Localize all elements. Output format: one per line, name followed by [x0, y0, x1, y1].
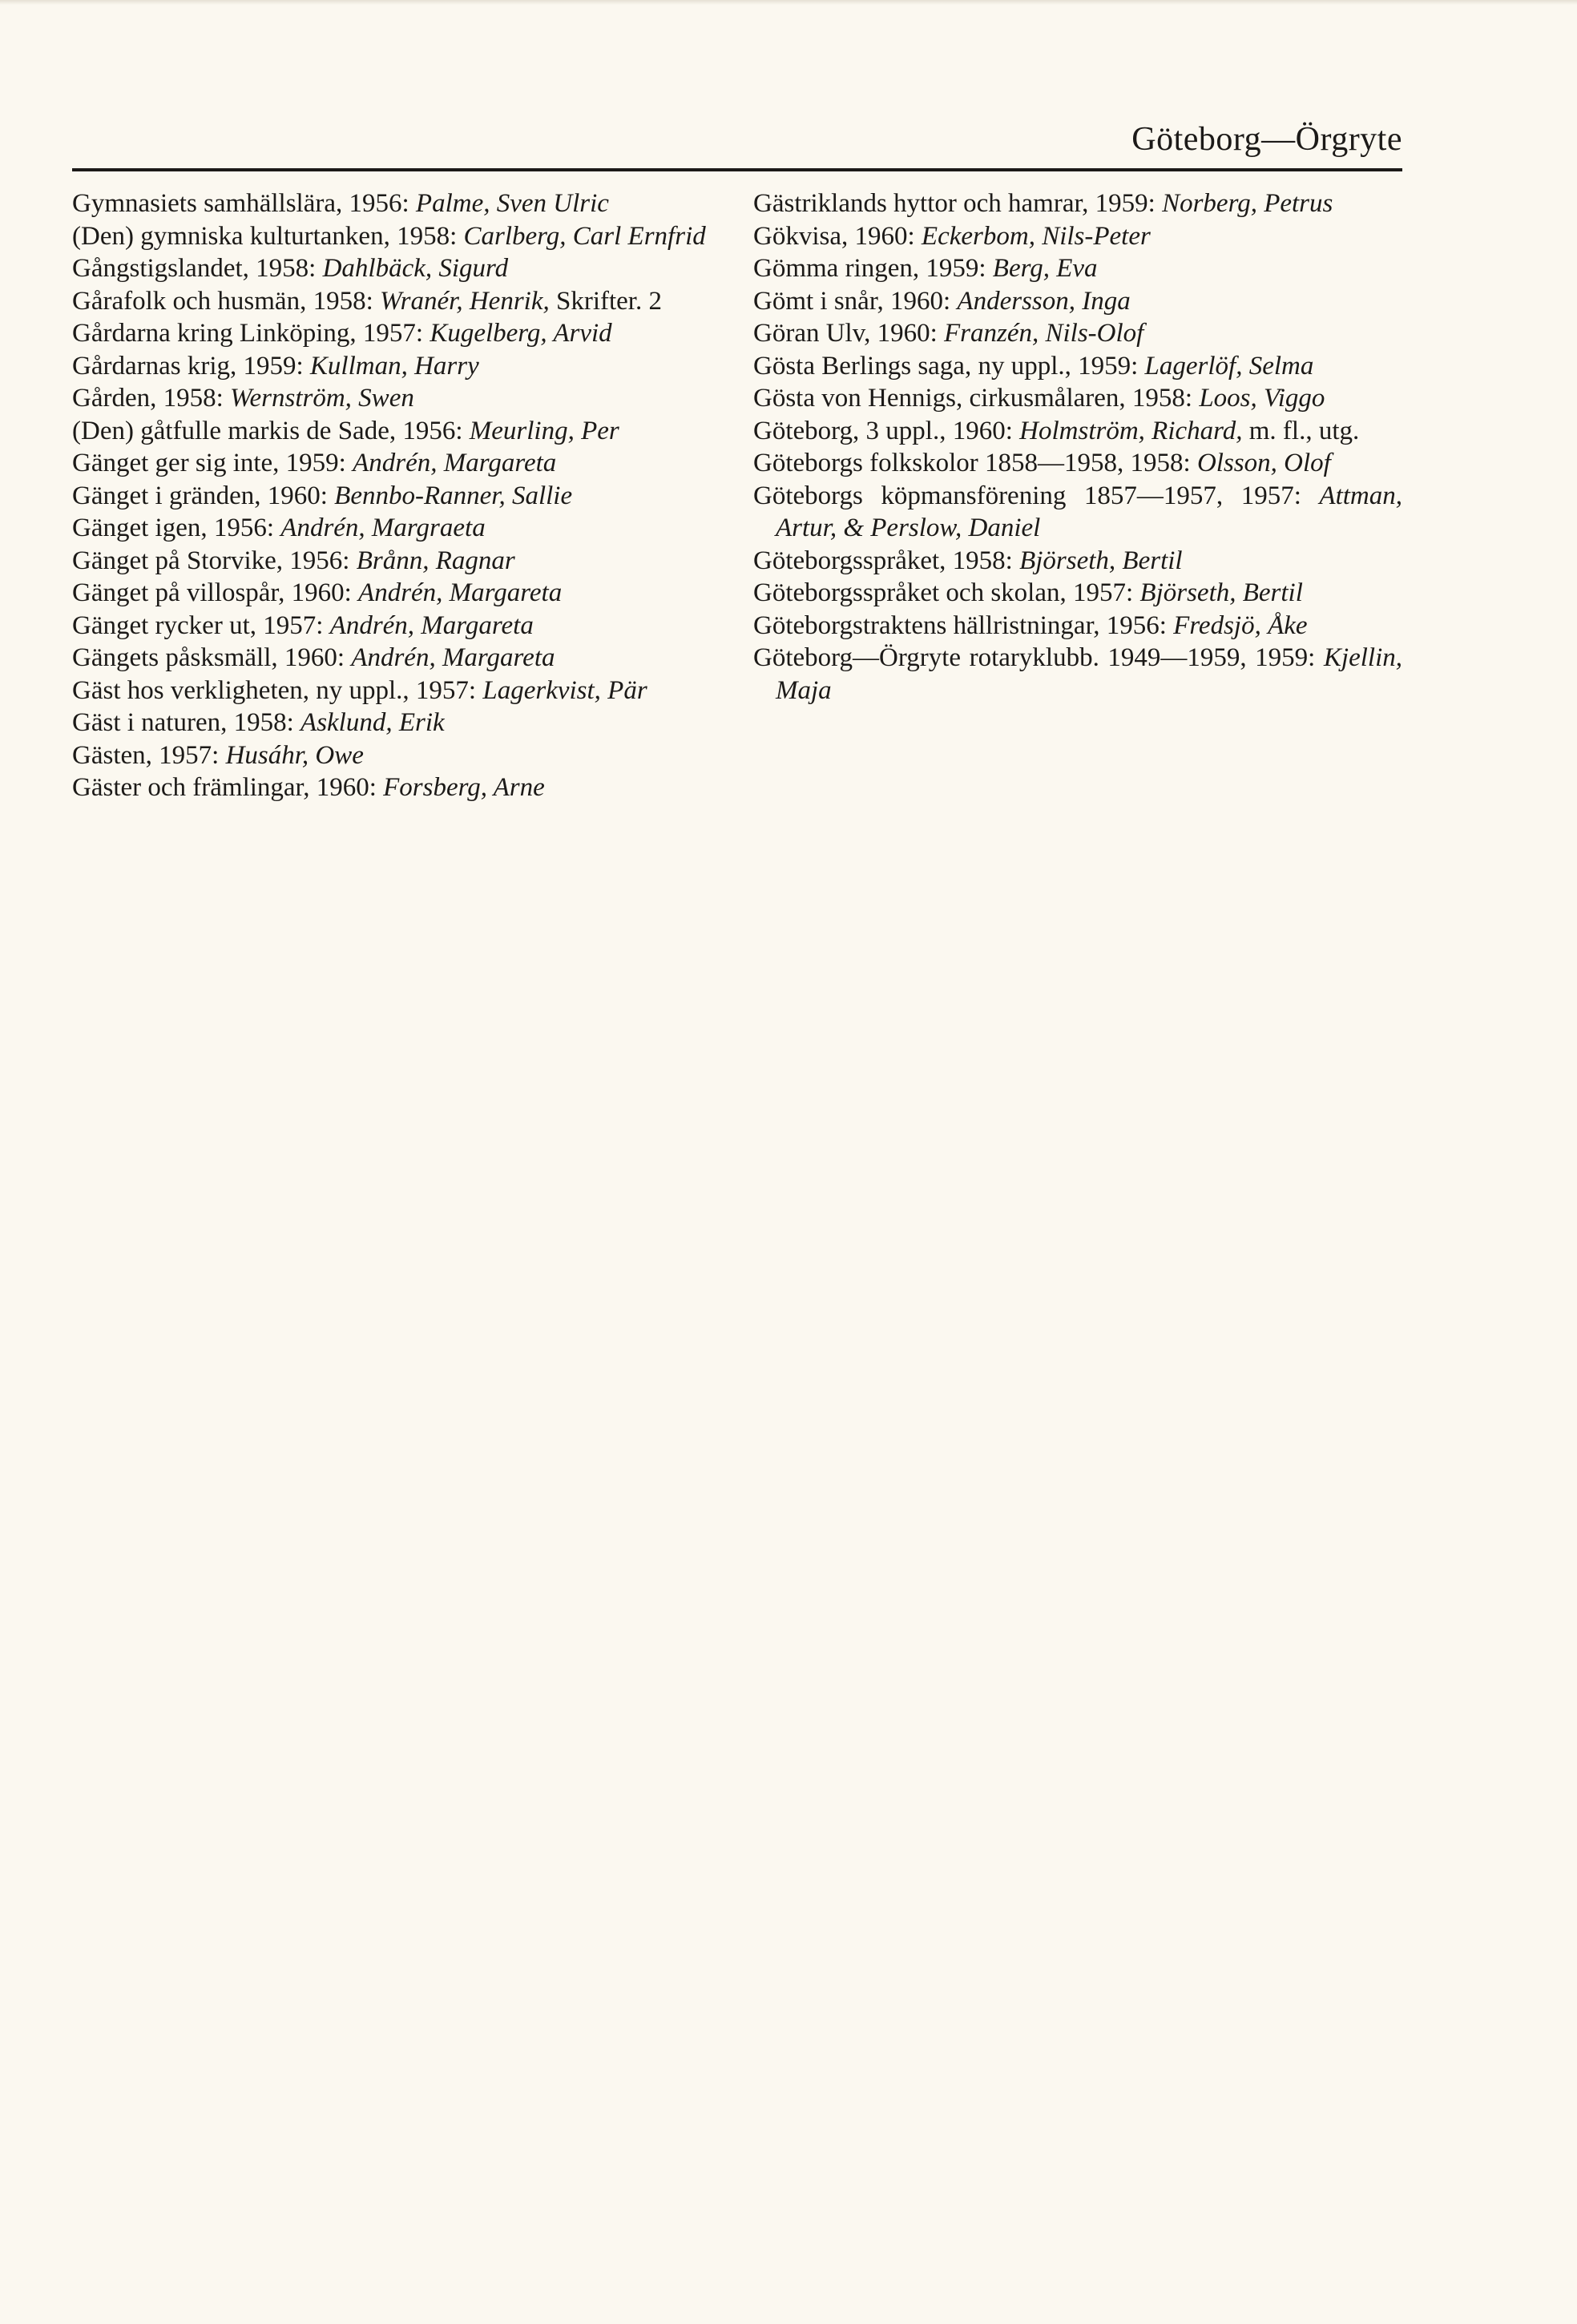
- entry-title: Gösta Berlings saga, ny uppl., 1959:: [753, 351, 1139, 381]
- entry-author: Andrén, Margareta: [351, 643, 555, 672]
- index-entry: [72, 415, 721, 448]
- entry-title: Gymnasiets samhällslära, 1956:: [72, 189, 409, 218]
- index-entry: [72, 512, 721, 545]
- entry-title: Gästen, 1957:: [72, 740, 220, 770]
- entry-author: Lagerkvist, Pär: [482, 675, 647, 705]
- index-entry: [753, 545, 1402, 578]
- entry-author: Andersson, Inga: [957, 286, 1131, 316]
- index-entry: [72, 350, 721, 383]
- index-entry: [72, 675, 721, 707]
- index-entry: [753, 252, 1402, 285]
- entry-title: Gästriklands hyttor och hamrar, 1959:: [753, 189, 1156, 218]
- entry-author: Palme, Sven Ulric: [415, 189, 609, 218]
- index-entry: [72, 220, 721, 253]
- entry-title: Gäst i naturen, 1958:: [72, 708, 294, 737]
- entry-author: Loos, Viggo: [1199, 384, 1325, 413]
- entry-author: Lagerlöf, Selma: [1144, 351, 1314, 381]
- entry-title: Göteborg—Örgryte rotaryklubb. 1949—1959, 1959:: [753, 643, 1316, 672]
- entry-title: Göteborgsspråket, 1958:: [753, 546, 1013, 575]
- entry-note: m. fl., utg.: [1248, 416, 1360, 445]
- index-entry: [753, 317, 1402, 350]
- entry-author: Kullman, Harry: [309, 351, 479, 381]
- index-entry: [72, 610, 721, 642]
- entry-author: Holmström, Richard,: [1019, 416, 1243, 445]
- index-entry: [72, 480, 721, 513]
- index-entry: [72, 252, 721, 285]
- entry-author: Franzén, Nils-Olof: [944, 319, 1144, 348]
- entry-author: Carlberg, Carl Ernfrid: [463, 221, 706, 251]
- running-head: Göteborg—Örgryte: [1131, 121, 1402, 158]
- entry-title: (Den) gåtfulle markis de Sade, 1956:: [72, 416, 463, 445]
- index-entry: [753, 350, 1402, 383]
- entry-title: Gångstigslandet, 1958:: [72, 254, 317, 283]
- header-rule: [72, 168, 1402, 171]
- entry-author: Husáhr, Owe: [225, 740, 364, 770]
- entry-author: Wranér, Henrik,: [380, 286, 550, 316]
- index-entry: [72, 577, 721, 610]
- index-entry: [72, 707, 721, 739]
- entry-title: Gäst hos verkligheten, ny uppl., 1957:: [72, 675, 477, 705]
- entry-author: Björseth, Bertil: [1139, 578, 1303, 607]
- index-entry: [753, 642, 1402, 707]
- index-entry: [72, 285, 721, 318]
- index-entry: [753, 447, 1402, 480]
- entry-author: Dahlbäck, Sigurd: [322, 254, 509, 283]
- index-entry: [753, 415, 1402, 448]
- entry-author: Andrén, Margareta: [353, 449, 557, 477]
- entry-title: Gårafolk och husmän, 1958:: [72, 286, 373, 316]
- entry-author: Andrén, Margraeta: [280, 514, 486, 542]
- entry-title: Gården, 1958:: [72, 384, 224, 413]
- index-column-right: [753, 187, 1402, 707]
- entry-author: Attman, Artur, & Perslow, Daniel: [776, 481, 1402, 542]
- index-entry: [72, 771, 721, 804]
- entry-author: Andrén, Margareta: [329, 610, 534, 640]
- entry-title: Gänget ger sig inte, 1959:: [72, 449, 346, 477]
- index-entry: [753, 187, 1402, 220]
- entry-title: Göteborgstraktens hällristningar, 1956:: [753, 610, 1167, 640]
- index-entry: [72, 317, 721, 350]
- index-entry: [753, 480, 1402, 545]
- entry-title: Göteborgs köpmansförening 1857—1957, 1957:: [753, 481, 1301, 510]
- entry-author: Asklund, Erik: [300, 708, 445, 737]
- entry-title: Göteborgs folkskolor 1858—1958, 1958:: [753, 449, 1191, 477]
- entry-title: Göteborgsspråket och skolan, 1957:: [753, 578, 1134, 607]
- entry-title: Gårdarnas krig, 1959:: [72, 351, 304, 381]
- entry-author: Björseth, Bertil: [1019, 546, 1183, 575]
- entry-title: Gökvisa, 1960:: [753, 221, 915, 251]
- entry-author: Olsson, Olof: [1196, 449, 1331, 477]
- entry-title: Gäster och främlingar, 1960:: [72, 773, 377, 802]
- index-entry: [72, 447, 721, 480]
- index-entry: [753, 610, 1402, 642]
- entry-author: Bennbo-Ranner, Sallie: [334, 481, 573, 510]
- index-entry: [72, 739, 721, 772]
- entry-author: Kjellin, Maja: [776, 643, 1403, 705]
- entry-author: Kugelberg, Arvid: [430, 319, 612, 348]
- index-entry: [753, 285, 1402, 318]
- entry-author: Andrén, Margareta: [358, 578, 563, 607]
- entry-title: Gänget på villospår, 1960:: [72, 578, 352, 607]
- entry-author: Berg, Eva: [992, 254, 1098, 283]
- entry-author: Brånn, Ragnar: [356, 546, 515, 575]
- index-entry: [753, 382, 1402, 415]
- entry-author: Eckerbom, Nils-Peter: [921, 221, 1151, 251]
- entry-title: Göran Ulv, 1960:: [753, 319, 938, 348]
- entry-title: Gängets påsksmäll, 1960:: [72, 643, 345, 672]
- entry-author: Forsberg, Arne: [383, 773, 545, 802]
- entry-title: Göteborg, 3 uppl., 1960:: [753, 416, 1013, 445]
- page-top-edge: [0, 0, 1577, 5]
- entry-title: Gömt i snår, 1960:: [753, 286, 951, 316]
- index-column-left: [72, 187, 721, 804]
- entry-title: Gänget rycker ut, 1957:: [72, 610, 324, 640]
- entry-author: Meurling, Per: [469, 416, 619, 445]
- entry-title: (Den) gymniska kulturtanken, 1958:: [72, 221, 458, 251]
- entry-author: Wernström, Swen: [230, 384, 414, 413]
- entry-title: Gösta von Hennigs, cirkusmålaren, 1958:: [753, 384, 1193, 413]
- entry-title: Gänget i gränden, 1960:: [72, 481, 328, 510]
- entry-title: Gänget på Storvike, 1956:: [72, 546, 350, 575]
- entry-title: Gänget igen, 1956:: [72, 514, 275, 542]
- index-entry: [72, 642, 721, 675]
- index-entry: [72, 382, 721, 415]
- index-entry: [72, 187, 721, 220]
- index-entry: [753, 577, 1402, 610]
- index-entry: [72, 545, 721, 578]
- entry-title: Gårdarna kring Linköping, 1957:: [72, 319, 424, 348]
- entry-note: Skrifter. 2: [555, 286, 662, 316]
- index-entry: [753, 220, 1402, 253]
- entry-title: Gömma ringen, 1959:: [753, 254, 986, 283]
- entry-author: Norberg, Petrus: [1162, 189, 1333, 218]
- entry-author: Fredsjö, Åke: [1173, 610, 1308, 640]
